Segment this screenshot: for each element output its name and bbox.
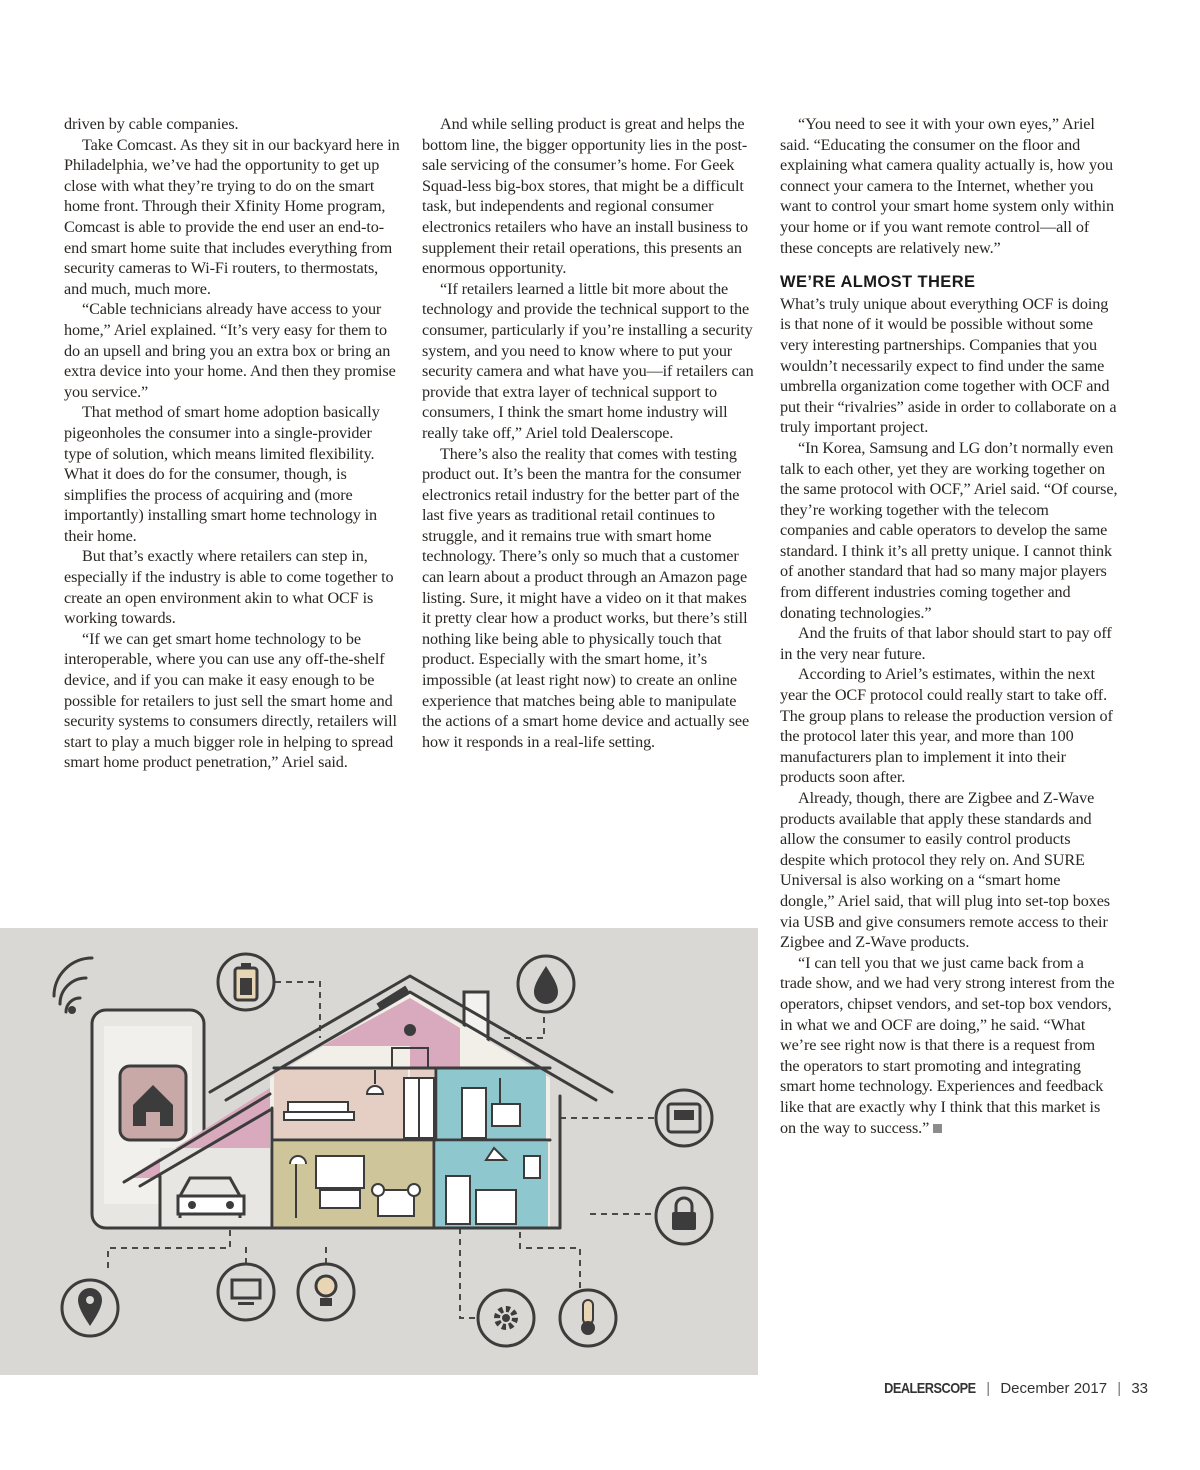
paragraph: Already, though, there are Zigbee and Z-Wave products available that apply these standards and allow the consumer to easily control products despite which protocol they rely on. And SURE Universal is also working on a “smart home dongle,” Ariel said, that will plug into set-top boxes via USB and give consumers remote access to their Zigbee and Z-Wave products. bbox=[780, 789, 1110, 952]
paragraph: There’s also the reality that comes with testing product out. It’s been the mantra for the consumer electronics retail industry for the better part of the last five years as traditional retail continues to struggle, and it remains true with smart home technology. There’s only so much that a customer can learn about a product through an Amazon page listing. Sure, it might have a video on it that makes it pretty clear how a product works, but there’s still nothing like being able to physically touch that product. Especially with the smart home, it’s impossible (at least right now) to create an online experience that matches being able to manipulate the actions of a smart home device and actually see how it responds in a real-life setting. bbox=[422, 444, 750, 751]
location-pin-icon bbox=[62, 1280, 118, 1336]
battery-icon bbox=[218, 954, 274, 1010]
paragraph: “In Korea, Samsung and LG don’t normally even talk to each other, yet they are working together on the same protocol with OCF,” Ariel said. “Of course, they’re working together with the telecom companies and cable operators to develop the same standard. I think it’s all pretty unique. I cannot think of another standard that had so many major players from different industries coming together and donating technologies.” bbox=[780, 438, 1118, 622]
end-mark-icon bbox=[933, 1124, 942, 1133]
footer-separator: | bbox=[1117, 1380, 1122, 1397]
illustration-svg bbox=[0, 928, 758, 1375]
wifi-icon bbox=[54, 958, 92, 1014]
thermometer-icon bbox=[560, 1290, 616, 1346]
page-footer bbox=[868, 1380, 1148, 1397]
paragraph: But that’s exactly where retailers can step in, especially if the industry is able to come together to create an open environment akin to what OCF is working towards. bbox=[64, 547, 394, 628]
paragraph: “Cable technicians already have access to your home,” Ariel explained. “It’s very easy for them to do an upsell and bring you an extra box or bring an extra device into your home. And then they promise you service.” bbox=[64, 300, 396, 401]
home-icon bbox=[120, 1066, 186, 1140]
lightbulb-icon bbox=[298, 1264, 354, 1320]
paragraph: Take Comcast. As they sit in our backyard here in Philadelphia, we’ve had the opportunity to get up close with what they’re trying to do on the smart home front. Through their Xfinity Home program, Comcast is able to provide the end user an end-to-end smart home suite that includes everything from security cameras to Wi-Fi routers, to thermostats, and much, much more. bbox=[64, 135, 400, 298]
monitor-icon bbox=[218, 1264, 274, 1320]
gear-icon bbox=[478, 1290, 534, 1346]
paragraph: That method of smart home adoption basically pigeonholes the consumer into a single-provider type of solution, which means limited flexibility. What it does do for the consumer, though, is simplifies the process of acquiring and (more importantly) installing smart home technology in their home. bbox=[64, 403, 380, 545]
car-icon bbox=[178, 1178, 244, 1218]
paragraph-last bbox=[780, 953, 1118, 1138]
magazine-brand: DEALERSCOPE bbox=[884, 1380, 977, 1397]
control-panel-icon bbox=[656, 1090, 712, 1146]
article-column-3 bbox=[780, 114, 1118, 1138]
page-number: 33 bbox=[1131, 1380, 1148, 1397]
article-column-1 bbox=[64, 114, 400, 773]
paragraph: “You need to see it with your own eyes,” Ariel said. “Educating the consumer on the floor and explaining what camera quality actually is, how you connect your camera to the Internet, whether you want to control your smart home system only within your home or if you want remote control—all of these concepts are relatively new.” bbox=[780, 115, 1114, 257]
paragraph: And while selling product is great and helps the bottom line, the bigger opportunity lies in the post-sale servicing of the consumer’s home. For Geek Squad-less big-box stores, that might be a difficult task, but independents and regional consumer electronics retailers who have an install business to supplement their retail operations, this presents an enormous opportunity. bbox=[422, 115, 748, 278]
section-heading: WE’RE ALMOST THERE bbox=[780, 273, 976, 292]
paragraph: What’s truly unique about everything OCF is doing is that none of it would be possible without some very interesting partnerships. Companies that you wouldn’t necessarily expect to find under the same umbrella organization come together with OCF and put their “rivalries” aside in order to collaborate on a truly important project. bbox=[780, 294, 1117, 437]
footer-separator: | bbox=[986, 1380, 991, 1397]
smart-home-illustration bbox=[0, 928, 758, 1375]
paragraph: According to Ariel’s estimates, within the next year the OCF protocol could really start to take off. The group plans to release the production version of the protocol later this year, and more than 100 manufacturers plan to implement it into their products soon after. bbox=[780, 665, 1113, 787]
paragraph: “If we can get smart home technology to be interoperable, where you can use any off-the-shelf device, and if you can make it easy enough to be possible for retailers to just sell the smart home and security systems to consumers directly, retailers will start to play a much bigger role in helping to spread smart home product penetration,” Ariel said. bbox=[64, 629, 397, 772]
water-drop-icon bbox=[518, 956, 574, 1012]
lock-icon bbox=[656, 1188, 712, 1244]
paragraph-text: “I can tell you that we just came back from a trade show, and we had very strong interest from the operators, chipset vendors, and set-top box vendors, in what we and OCF are doing,” he said. “What we’re see right now is that there is a request from the operators to start promoting and integrating smart home technology. Experiences and feedback like that are exactly why I think that this market is on the way to success.” bbox=[780, 953, 1115, 1137]
paragraph: And the fruits of that labor should start to pay off in the very near future. bbox=[780, 624, 1112, 663]
paragraph: driven by cable companies. bbox=[64, 115, 239, 133]
issue-date: December 2017 bbox=[1000, 1380, 1108, 1397]
paragraph: “If retailers learned a little bit more about the technology and provide the technical support to the consumer, particularly if you’re installing a security system, and you need to know where to put your security camera and what have you—if retailers can provide that extra layer of technical support to consumers, I think the smart home industry will really take off,” Ariel told Dealerscope. bbox=[422, 279, 754, 442]
article-column-2 bbox=[422, 114, 758, 752]
